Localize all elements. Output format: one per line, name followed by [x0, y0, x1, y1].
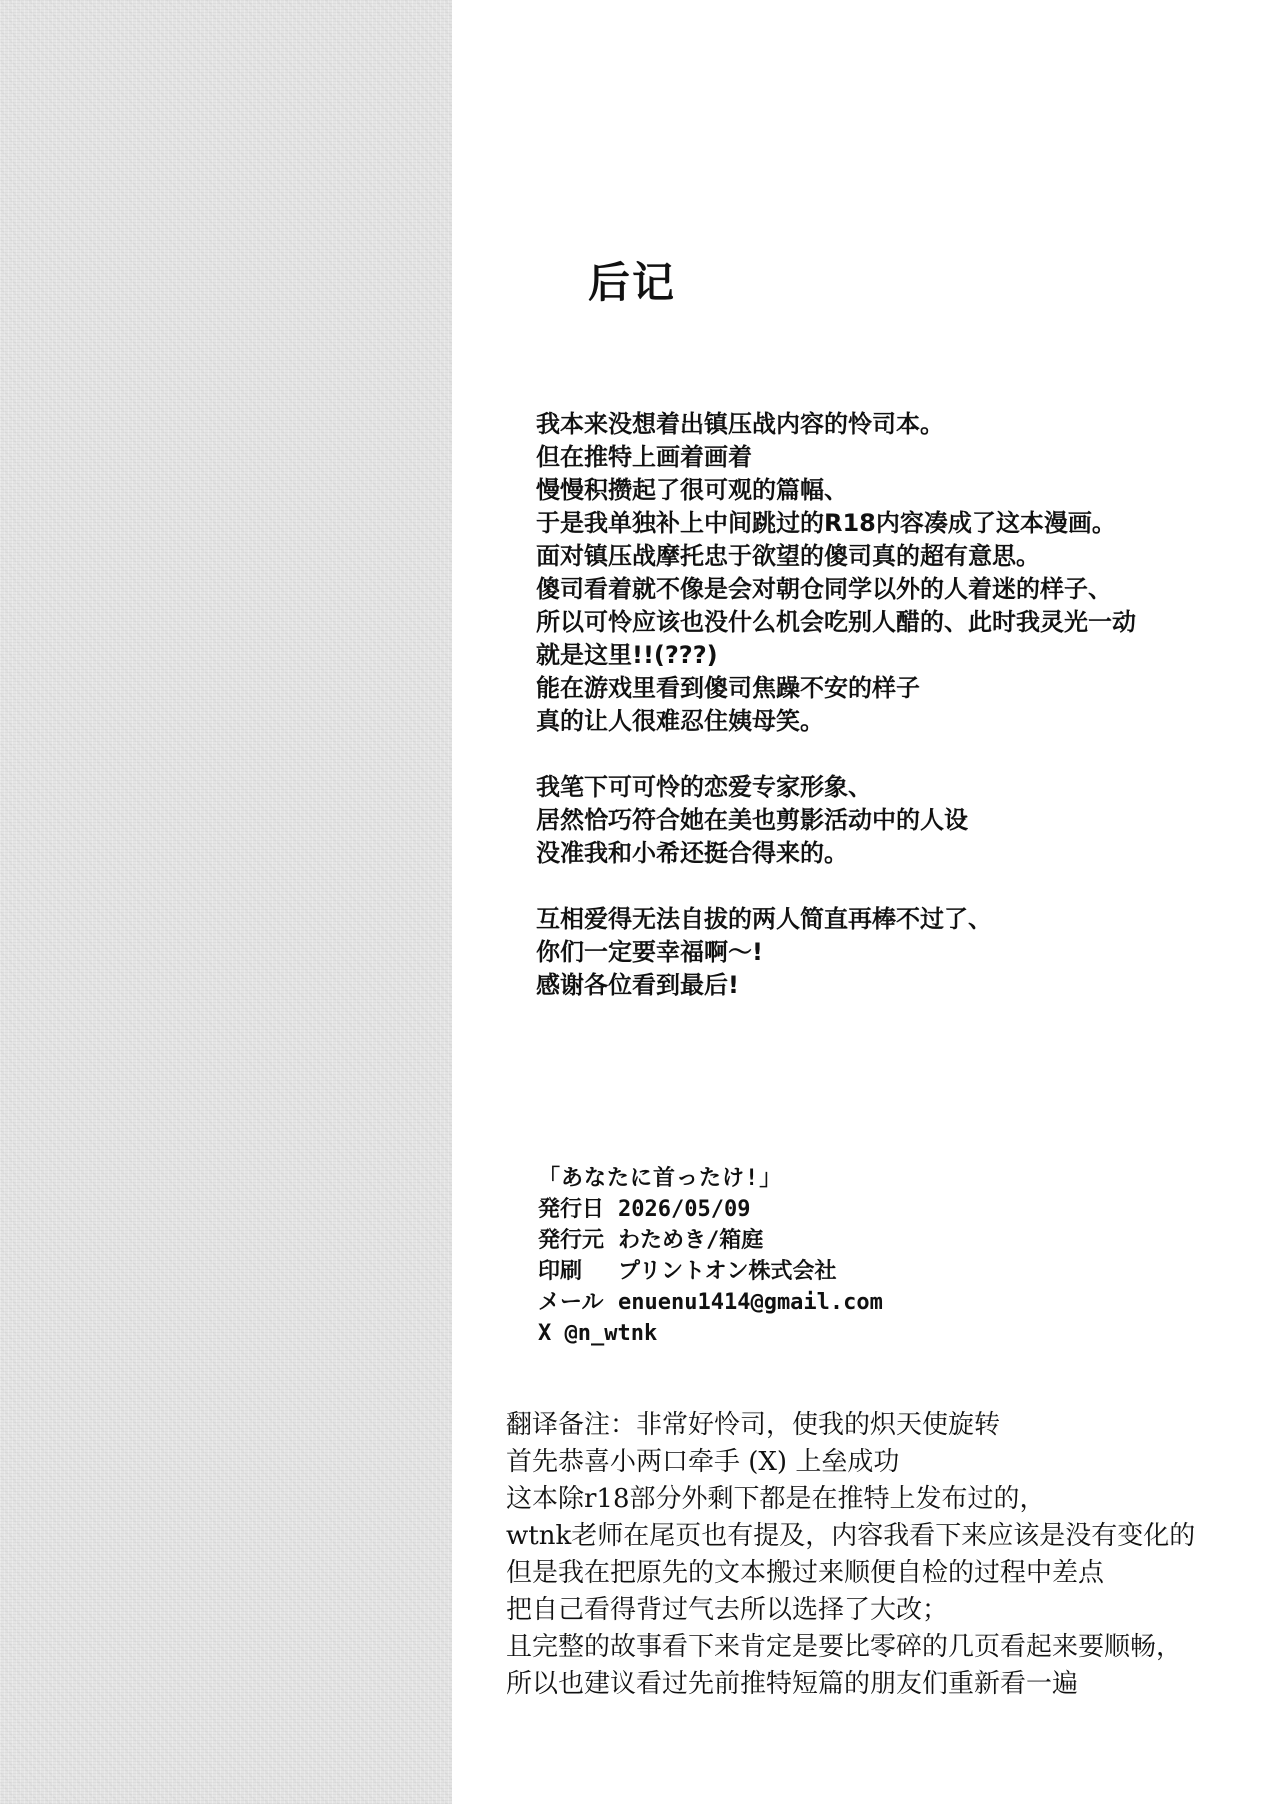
afterword-paragraph-3	[536, 903, 1236, 1002]
afterword-line: 感谢各位看到最后!	[536, 971, 739, 999]
afterword-line: 但在推特上画着画着	[536, 443, 752, 471]
colophon-row-publish-date	[538, 1194, 1238, 1225]
translator-note-line: 翻译备注：非常好怜司，使我的炽天使旋转	[506, 1410, 1001, 1440]
colophon-x-handle: X @n_wtnk	[538, 1321, 658, 1346]
translator-note	[506, 1407, 1266, 1703]
colophon-label: 発行日	[538, 1197, 605, 1222]
afterword-paragraph-2	[536, 771, 1236, 870]
afterword-line: 慢慢积攒起了很可观的篇幅、	[536, 476, 848, 504]
left-gray-texture-band	[0, 0, 452, 1804]
colophon-row-email	[538, 1287, 1238, 1318]
afterword-line: 于是我单独补上中间跳过的R18内容凑成了这本漫画。	[536, 509, 1116, 537]
colophon-row-publisher	[538, 1225, 1238, 1256]
translator-note-line: wtnk老师在尾页也有提及，内容我看下来应该是没有变化的	[506, 1521, 1196, 1551]
translator-note-line: 把自己看得背过气去所以选择了大改；	[506, 1595, 949, 1625]
colophon-value: プリントオン株式会社	[618, 1259, 837, 1284]
afterword-line: 傻司看着就不像是会对朝仓同学以外的人着迷的样子、	[536, 575, 1112, 603]
afterword-line: 就是这里!!(???)	[536, 641, 718, 669]
translator-note-line: 首先恭喜小两口牵手 (X) 上垒成功	[506, 1447, 900, 1477]
colophon-book-title: 「あなたに首ったけ!」	[538, 1166, 783, 1191]
afterword-line: 真的让人很难忍住姨母笑。	[536, 707, 824, 735]
translator-note-line: 所以也建议看过先前推特短篇的朋友们重新看一遍	[506, 1669, 1079, 1699]
afterword-line: 所以可怜应该也没什么机会吃别人醋的、此时我灵光一动	[536, 608, 1136, 636]
afterword-line: 你们一定要幸福啊〜!	[536, 938, 763, 966]
translator-note-line: 这本除r18部分外剩下都是在推特上发布过的，	[506, 1484, 1046, 1514]
page-title: 后记	[588, 258, 677, 307]
afterword-line: 没准我和小希还挺合得来的。	[536, 839, 848, 867]
translator-note-line: 且完整的故事看下来肯定是要比零碎的几页看起来要顺畅，	[506, 1632, 1183, 1662]
colophon-row-printer	[538, 1256, 1238, 1287]
colophon-value: わためき/箱庭	[618, 1228, 764, 1253]
afterword-paragraph-1	[536, 408, 1236, 738]
colophon-label: 発行元	[538, 1228, 605, 1253]
colophon-value: 2026/05/09	[618, 1197, 751, 1222]
afterword-line: 我本来没想着出镇压战内容的怜司本。	[536, 410, 944, 438]
afterword-body	[536, 408, 1236, 1002]
afterword-line: 能在游戏里看到傻司焦躁不安的样子	[536, 674, 920, 702]
afterword-line: 互相爱得无法自拔的两人简直再棒不过了、	[536, 905, 992, 933]
afterword-line: 我笔下可可怜的恋爱专家形象、	[536, 773, 872, 801]
colophon-label: メール	[538, 1290, 604, 1315]
afterword-line: 面对镇压战摩托忠于欲望的傻司真的超有意思。	[536, 542, 1040, 570]
colophon	[538, 1163, 1238, 1349]
afterword-line: 居然恰巧符合她在美也剪影活动中的人设	[536, 806, 968, 834]
translator-note-line: 但是我在把原先的文本搬过来顺便自检的过程中差点	[506, 1558, 1105, 1588]
colophon-label: 印刷	[538, 1259, 583, 1284]
colophon-value: enuenu1414@gmail.com	[618, 1290, 883, 1315]
